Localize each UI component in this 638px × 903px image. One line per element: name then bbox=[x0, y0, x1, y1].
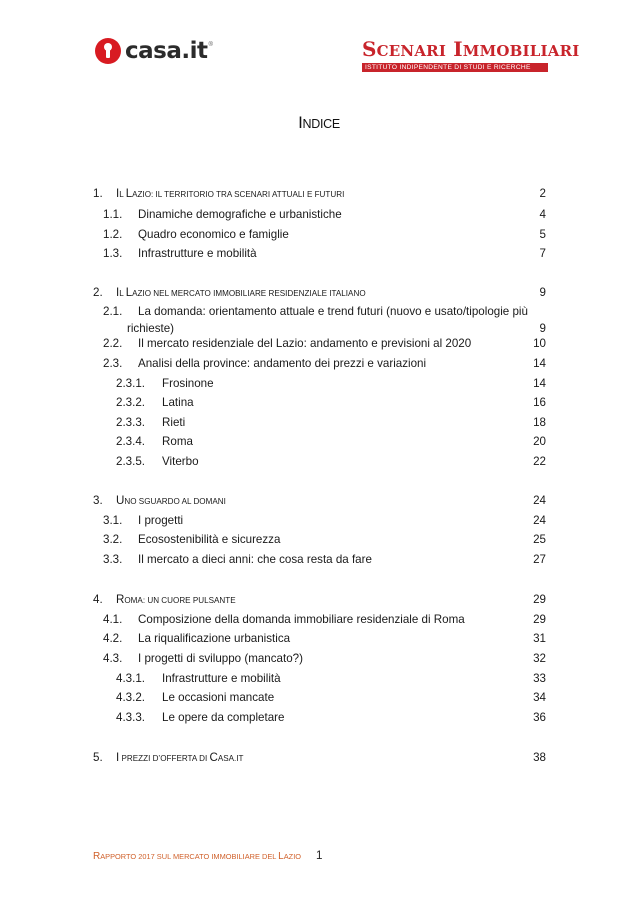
toc-entry-title: Le occasioni mancate bbox=[162, 691, 275, 704]
toc-entry-title: UNO SGUARDO AL DOMANI bbox=[116, 494, 226, 507]
toc-entry-title: La riqualificazione urbanistica bbox=[138, 632, 291, 645]
toc-entry-page: 9 bbox=[539, 286, 546, 299]
keyhole-icon bbox=[95, 38, 121, 64]
toc-entry-page: 24 bbox=[533, 514, 546, 527]
toc-entry-number: 2.3.5. bbox=[116, 455, 146, 468]
toc-entry[interactable] bbox=[0, 227, 638, 243]
toc-entry-number: 4.3.2. bbox=[116, 691, 146, 704]
toc-entry-page: 25 bbox=[533, 533, 546, 546]
toc-entry-page: 33 bbox=[533, 672, 546, 685]
toc-entry[interactable] bbox=[0, 493, 638, 509]
toc-entry-number: 2.3.3. bbox=[116, 416, 146, 429]
toc-entry-page: 5 bbox=[539, 228, 546, 241]
toc-entry-page: 4 bbox=[539, 208, 546, 221]
toc-entry-number: 4.1. bbox=[103, 613, 123, 626]
toc-entry-number: 1. bbox=[93, 187, 103, 200]
toc-entry[interactable] bbox=[0, 336, 638, 352]
toc-entry-page: 31 bbox=[533, 632, 546, 645]
toc-entry-title: ROMA: UN CUORE PULSANTE bbox=[116, 593, 236, 606]
toc-entry-number: 3.3. bbox=[103, 553, 123, 566]
toc-entry-page: 9 bbox=[539, 322, 546, 335]
toc-entry[interactable] bbox=[0, 395, 638, 411]
toc-entry-page: 36 bbox=[533, 711, 546, 724]
toc-entry[interactable] bbox=[0, 631, 638, 647]
toc-entry[interactable] bbox=[0, 750, 638, 766]
toc-entry-title: Roma bbox=[162, 435, 193, 448]
toc-entry-title: Frosinone bbox=[162, 377, 214, 390]
toc-entry-number: 2.1. bbox=[103, 305, 123, 318]
toc-entry[interactable] bbox=[0, 454, 638, 470]
toc-entry-number: 2.2. bbox=[103, 337, 123, 350]
toc-entry-number: 2.3.4. bbox=[116, 435, 146, 448]
scenari-logo-name: SCENARI IMMOBILIARI bbox=[362, 37, 580, 61]
toc-entry[interactable] bbox=[0, 376, 638, 392]
toc-entry-number: 4.3. bbox=[103, 652, 123, 665]
toc-entry-title: Composizione della domanda immobiliare residenziale di Roma bbox=[138, 613, 465, 626]
toc-entry-number: 4. bbox=[93, 593, 103, 606]
toc-entry[interactable] bbox=[0, 304, 638, 336]
toc-entry-page: 20 bbox=[533, 435, 546, 448]
toc-entry-number: 3. bbox=[93, 494, 103, 507]
toc-entry[interactable] bbox=[0, 513, 638, 529]
toc-entry-number: 1.2. bbox=[103, 228, 123, 241]
toc-entry-title: I progetti bbox=[138, 514, 184, 527]
toc-entry[interactable] bbox=[0, 207, 638, 223]
page-title: INDICE bbox=[298, 113, 340, 132]
toc-entry-title: Il mercato a dieci anni: che cosa resta da fare bbox=[138, 553, 372, 566]
toc-entry[interactable] bbox=[0, 671, 638, 687]
toc-entry-title: Rieti bbox=[162, 416, 186, 429]
toc-entry-title: Infrastrutture e mobilità bbox=[138, 247, 257, 260]
toc-entry-title: I progetti di sviluppo (mancato?) bbox=[138, 652, 303, 665]
scenari-logo-tagline: ISTITUTO INDIPENDENTE DI STUDI E RICERCHE bbox=[362, 63, 548, 72]
toc-entry-number: 4.2. bbox=[103, 632, 123, 645]
toc-entry-number: 1.1. bbox=[103, 208, 123, 221]
toc-entry-number: 4.3.1. bbox=[116, 672, 146, 685]
toc-entry-title: IL LAZIO: IL TERRITORIO TRA SCENARI ATTUALI E FUTURI bbox=[116, 187, 345, 200]
toc-entry-page: 2 bbox=[539, 187, 546, 200]
toc-entry-page: 18 bbox=[533, 416, 546, 429]
toc-entry-title: Latina bbox=[162, 396, 194, 409]
toc-entry[interactable] bbox=[0, 434, 638, 450]
toc-entry-number: 2.3.2. bbox=[116, 396, 146, 409]
toc-entry-number: 3.1. bbox=[103, 514, 123, 527]
registered-mark: ® bbox=[208, 42, 213, 48]
toc-entry-title: IL LAZIO NEL MERCATO IMMOBILIARE RESIDENZIALE ITALIANO bbox=[116, 286, 366, 299]
toc-entry-title: Dinamiche demografiche e urbanistiche bbox=[138, 208, 342, 221]
toc-entry-page: 32 bbox=[533, 652, 546, 665]
toc-entry[interactable] bbox=[0, 710, 638, 726]
toc-entry-page: 10 bbox=[533, 337, 546, 350]
toc-entry-number: 1.3. bbox=[103, 247, 123, 260]
toc-entry-page: 24 bbox=[533, 494, 546, 507]
toc-entry[interactable] bbox=[0, 552, 638, 568]
toc-entry-title: Ecosostenibilità e sicurezza bbox=[138, 533, 281, 546]
toc-entry-page: 29 bbox=[533, 593, 546, 606]
toc-entry-page: 29 bbox=[533, 613, 546, 626]
toc-entry-page: 34 bbox=[533, 691, 546, 704]
toc-entry[interactable] bbox=[0, 592, 638, 608]
toc-entry-number: 3.2. bbox=[103, 533, 123, 546]
toc-entry[interactable] bbox=[0, 612, 638, 628]
toc-entry[interactable] bbox=[0, 690, 638, 706]
toc-entry-title: Analisi della province: andamento dei prezzi e variazioni bbox=[138, 357, 427, 370]
toc-entry-page: 16 bbox=[533, 396, 546, 409]
toc-entry[interactable] bbox=[0, 246, 638, 262]
toc-entry-title: Infrastrutture e mobilità bbox=[162, 672, 281, 685]
toc-entry-page: 22 bbox=[533, 455, 546, 468]
toc-entry[interactable] bbox=[0, 186, 638, 202]
toc-entry[interactable] bbox=[0, 532, 638, 548]
footer-report-title: RAPPORTO 2017 SUL MERCATO IMMOBILIARE DEL LAZIO bbox=[93, 851, 301, 862]
casa-it-logo bbox=[95, 38, 213, 64]
toc-entry-page: 14 bbox=[533, 377, 546, 390]
toc-entry[interactable] bbox=[0, 651, 638, 667]
toc-entry-number: 4.3.3. bbox=[116, 711, 146, 724]
toc-entry-title: Quadro economico e famiglie bbox=[138, 228, 289, 241]
toc-entry-page: 14 bbox=[533, 357, 546, 370]
toc-entry-number: 2.3.1. bbox=[116, 377, 146, 390]
toc-entry-title: I PREZZI D’OFFERTA DI CASA.IT bbox=[116, 751, 244, 764]
toc-entry-title: La domanda: orientamento attuale e trend futuri (nuovo e usato/tipologie più bbox=[138, 305, 528, 318]
toc-entry[interactable] bbox=[0, 285, 638, 301]
page-number: 1 bbox=[316, 849, 323, 862]
toc-entry-number: 5. bbox=[93, 751, 103, 764]
toc-entry-number: 2.3. bbox=[103, 357, 123, 370]
toc-entry-page: 38 bbox=[533, 751, 546, 764]
scenari-immobiliari-logo bbox=[362, 37, 580, 72]
toc-entry-page: 7 bbox=[539, 247, 546, 260]
toc-entry-title: Viterbo bbox=[162, 455, 199, 468]
toc-entry-number: 2. bbox=[93, 286, 103, 299]
toc-entry-title: Il mercato residenziale del Lazio: andamento e previsioni al 2020 bbox=[138, 337, 472, 350]
toc-entry-title: Le opere da completare bbox=[162, 711, 285, 724]
toc-entry[interactable] bbox=[0, 415, 638, 431]
toc-entry-title-continued: richieste) bbox=[127, 322, 175, 335]
toc-entry-page: 27 bbox=[533, 553, 546, 566]
toc-entry[interactable] bbox=[0, 356, 638, 372]
casa-it-logo-text: casa.it bbox=[125, 38, 208, 64]
